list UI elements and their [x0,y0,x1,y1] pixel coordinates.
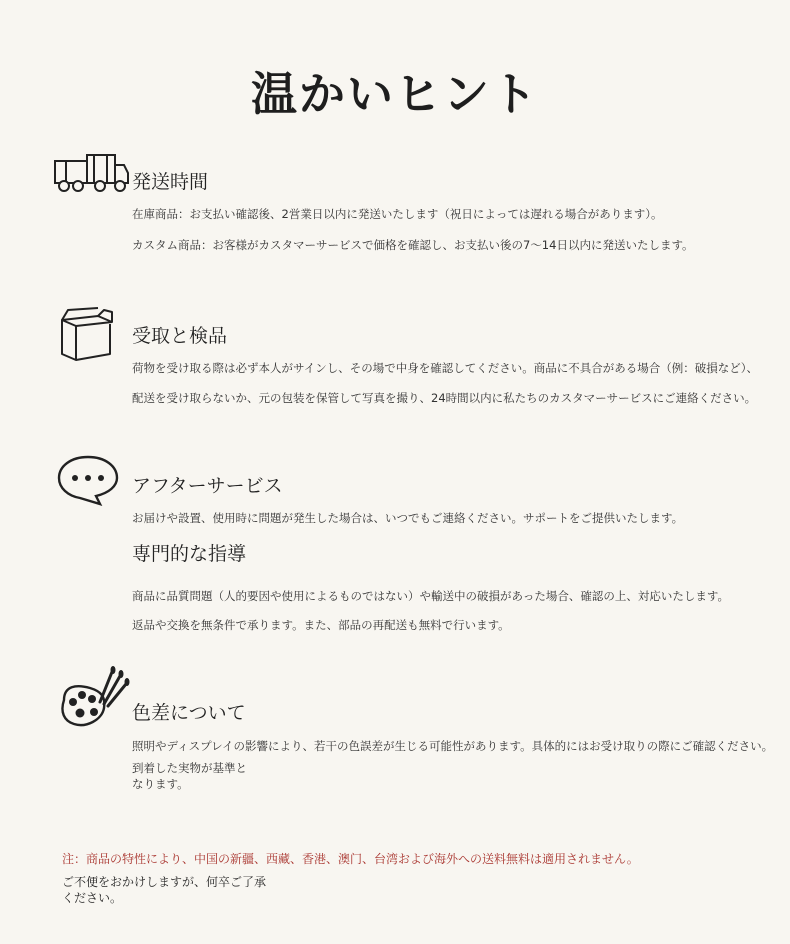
section-heading-after-service: アフターサービス [132,475,283,497]
section-heading-receipt: 受取と検品 [132,325,228,347]
color-line-3: なります。 [132,777,189,791]
guidance-line-1: 商品に品質問題（人的要因や使用によるものではない）や輸送中の破損があった場合、確認の上、対応いたします。 [132,589,729,603]
color-line-2: 到着した実物が基準と [132,761,247,775]
paint-palette-icon [56,666,132,732]
shipping-line-custom: カスタム商品：お客様がカスタマーサービスで価格を確認し、お支払い後の7〜14日以内に発送いたします。 [132,238,694,252]
receipt-line-1: 荷物を受け取る際は必ず本人がサインし、その場で中身を確認してください。商品に不具合がある場合（例：破損など）、 [132,361,758,375]
box-icon [58,306,116,362]
page-title: 温かいヒント [251,67,539,121]
guidance-line-2: 返品や交換を無条件で承ります。また、部品の再配送も無料で行います。 [132,618,510,632]
shipping-line-stock: 在庫商品：お支払い確認後、2営業日以内に発送いたします（祝日によっては遅れる場合があります）。 [132,207,663,221]
notice-line-2: ご不便をおかけしますが、何卒ご了承 [62,875,267,889]
notice-line-1: 注：商品の特性により、中国の新疆、西藏、香港、澳门、台湾および海外への送料無料は適用されません。 [62,852,639,866]
receipt-line-2: 配送を受け取らないか、元の包装を保管して写真を撮り、24時間以内に私たちのカスタマーサービスにご連絡ください。 [132,391,757,405]
chat-bubble-icon [56,454,120,506]
color-line-1: 照明やディスプレイの影響により、若干の色誤差が生じる可能性があります。具体的にはお受け取りの際にご確認ください。 [132,739,774,753]
truck-icon [52,153,130,195]
section-heading-shipping: 発送時間 [132,171,209,193]
section-heading-guidance: 専門的な指導 [132,543,247,565]
after-service-line-1: お届けや設置、使用時に問題が発生した場合は、いつでもご連絡ください。サポートをご提供いたします。 [132,511,684,525]
section-heading-color-difference: 色差について [132,702,246,724]
notice-line-3: ください。 [62,891,123,905]
